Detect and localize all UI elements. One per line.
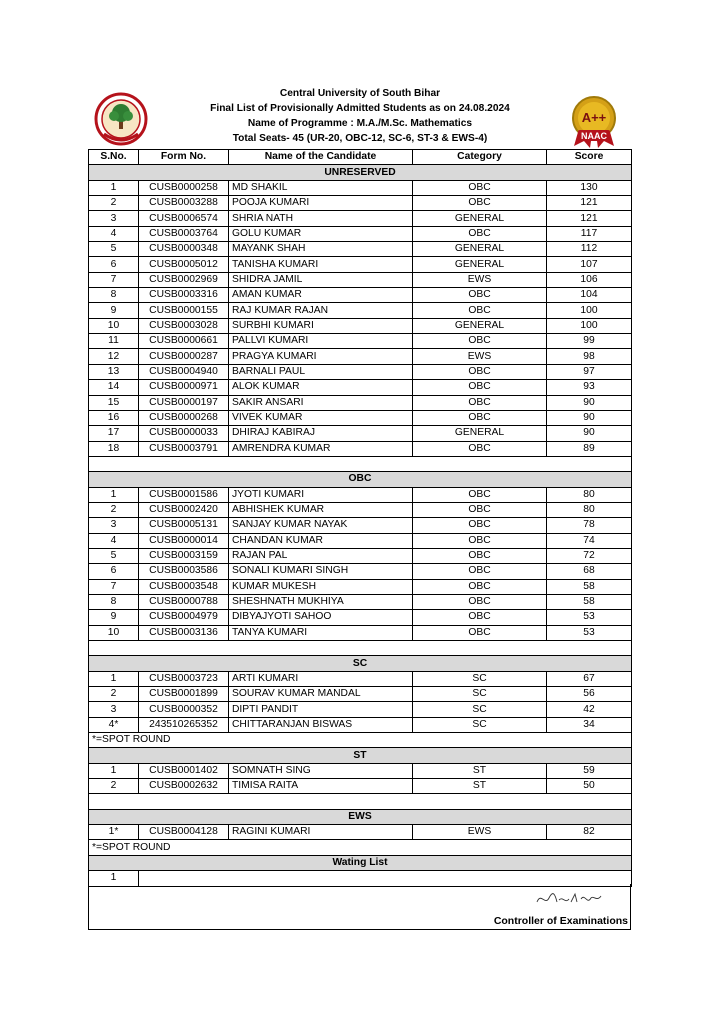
sno-cell: 2 — [89, 196, 139, 211]
category-cell: OBC — [413, 579, 547, 594]
form-no-cell: CUSB0000197 — [139, 395, 229, 410]
category-cell: OBC — [413, 395, 547, 410]
score-cell: 53 — [547, 625, 632, 640]
table-row — [89, 779, 632, 794]
form-no-cell: 243510265352 — [139, 717, 229, 732]
form-no-cell: CUSB0000258 — [139, 180, 229, 195]
sno-cell: 12 — [89, 349, 139, 364]
signature-box — [88, 884, 631, 930]
category-cell: EWS — [413, 825, 547, 840]
blank-cell — [89, 456, 632, 471]
form-no-cell: CUSB0006574 — [139, 211, 229, 226]
sno-cell: 5 — [89, 242, 139, 257]
sno-cell: 8 — [89, 594, 139, 609]
score-cell: 100 — [547, 318, 632, 333]
controller-of-examinations: Controller of Examinations — [493, 915, 628, 927]
score-cell: 93 — [547, 380, 632, 395]
form-no-cell: CUSB0000661 — [139, 334, 229, 349]
category-cell: OBC — [413, 533, 547, 548]
score-cell: 107 — [547, 257, 632, 272]
sno-cell: 1 — [89, 763, 139, 778]
table-row — [89, 702, 632, 717]
table-row — [89, 502, 632, 517]
sno-cell: 16 — [89, 410, 139, 425]
sno-cell: 1 — [89, 180, 139, 195]
candidate-name-cell: DIPTI PANDIT — [229, 702, 413, 717]
table-row — [89, 395, 632, 410]
table-row — [89, 196, 632, 211]
category-cell: SC — [413, 717, 547, 732]
header-title-block — [168, 86, 552, 146]
score-cell: 130 — [547, 180, 632, 195]
university-seal-logo — [94, 90, 148, 150]
category-cell: OBC — [413, 410, 547, 425]
total-seats: Total Seats- 45 (UR-20, OBC-12, SC-6, ST-3 & EWS-4) — [232, 133, 488, 144]
score-cell: 53 — [547, 610, 632, 625]
candidate-name-cell: SHESHNATH MUKHIYA — [229, 594, 413, 609]
sno-cell: 6 — [89, 257, 139, 272]
table-row — [89, 318, 632, 333]
candidate-name-cell: POOJA KUMARI — [229, 196, 413, 211]
spot-round-note-row — [89, 733, 632, 748]
col-candidate-name-header: Name of the Candidate — [229, 150, 413, 165]
candidate-name-cell: BARNALI PAUL — [229, 364, 413, 379]
candidate-name-cell: ABHISHEK KUMAR — [229, 502, 413, 517]
table-row — [89, 380, 632, 395]
table-row — [89, 272, 632, 287]
form-no-cell: CUSB0003791 — [139, 441, 229, 456]
table-row — [89, 349, 632, 364]
sno-cell: 4 — [89, 533, 139, 548]
table-row — [89, 180, 632, 195]
score-cell: 80 — [547, 502, 632, 517]
section-title: OBC — [89, 472, 632, 487]
sno-cell: 1 — [89, 871, 139, 886]
form-no-cell: CUSB0003316 — [139, 288, 229, 303]
category-cell: OBC — [413, 610, 547, 625]
section-title: EWS — [89, 809, 632, 824]
category-cell: OBC — [413, 564, 547, 579]
blank-cell — [89, 794, 632, 809]
table-row — [89, 410, 632, 425]
sno-cell: 2 — [89, 687, 139, 702]
section-header-row — [89, 165, 632, 180]
score-cell: 112 — [547, 242, 632, 257]
table-row — [89, 226, 632, 241]
form-no-cell: CUSB0001586 — [139, 487, 229, 502]
category-cell: OBC — [413, 548, 547, 563]
candidate-name-cell: SHRIA NATH — [229, 211, 413, 226]
sno-cell: 10 — [89, 625, 139, 640]
spot-round-note: *=SPOT ROUND — [89, 733, 632, 748]
form-no-cell: CUSB0002969 — [139, 272, 229, 287]
naac-badge-logo — [566, 94, 622, 150]
candidate-name-cell: MAYANK SHAH — [229, 242, 413, 257]
col-category-header: Category — [413, 150, 547, 165]
category-cell: SC — [413, 687, 547, 702]
score-cell: 58 — [547, 594, 632, 609]
score-cell: 89 — [547, 441, 632, 456]
category-cell: GENERAL — [413, 318, 547, 333]
sno-cell: 3 — [89, 518, 139, 533]
candidate-name-cell: CHITTARANJAN BISWAS — [229, 717, 413, 732]
table-row — [89, 610, 632, 625]
score-cell: 78 — [547, 518, 632, 533]
score-cell: 67 — [547, 671, 632, 686]
score-cell: 90 — [547, 426, 632, 441]
candidate-name-cell: PRAGYA KUMARI — [229, 349, 413, 364]
form-no-cell: CUSB0001402 — [139, 763, 229, 778]
category-cell: GENERAL — [413, 426, 547, 441]
score-cell: 72 — [547, 548, 632, 563]
form-no-cell: CUSB0000033 — [139, 426, 229, 441]
candidate-name-cell: JYOTI KUMARI — [229, 487, 413, 502]
candidate-name-cell: RAGINI KUMARI — [229, 825, 413, 840]
table-row — [89, 625, 632, 640]
spot-round-note-row — [89, 840, 632, 855]
form-no-cell: CUSB0000268 — [139, 410, 229, 425]
table-row — [89, 426, 632, 441]
score-cell: 68 — [547, 564, 632, 579]
candidate-name-cell: GOLU KUMAR — [229, 226, 413, 241]
category-cell: OBC — [413, 364, 547, 379]
score-cell: 121 — [547, 211, 632, 226]
score-cell: 59 — [547, 763, 632, 778]
blank-cell — [89, 641, 632, 656]
sno-cell: 4 — [89, 226, 139, 241]
table-row — [89, 288, 632, 303]
candidate-name-cell: PALLVI KUMARI — [229, 334, 413, 349]
form-no-cell: CUSB0000287 — [139, 349, 229, 364]
score-cell: 42 — [547, 702, 632, 717]
candidate-name-cell: TANYA KUMARI — [229, 625, 413, 640]
candidate-name-cell: SURBHI KUMARI — [229, 318, 413, 333]
candidate-name-cell: KUMAR MUKESH — [229, 579, 413, 594]
table-row — [89, 579, 632, 594]
candidate-name-cell: DHIRAJ KABIRAJ — [229, 426, 413, 441]
table-row — [89, 763, 632, 778]
table-row — [89, 825, 632, 840]
blank-row — [89, 456, 632, 471]
candidate-name-cell: VIVEK KUMAR — [229, 410, 413, 425]
table-row — [89, 334, 632, 349]
sno-cell: 17 — [89, 426, 139, 441]
university-name: Central University of South Bihar — [279, 88, 441, 99]
score-cell: 121 — [547, 196, 632, 211]
section-header-row — [89, 748, 632, 763]
score-cell: 100 — [547, 303, 632, 318]
category-cell: GENERAL — [413, 211, 547, 226]
category-cell: OBC — [413, 441, 547, 456]
table-row — [89, 364, 632, 379]
category-cell: ST — [413, 779, 547, 794]
programme-name: Name of Programme : M.A./M.Sc. Mathematics — [247, 118, 473, 129]
category-cell: EWS — [413, 272, 547, 287]
section-header-row — [89, 656, 632, 671]
candidate-name-cell: RAJ KUMAR RAJAN — [229, 303, 413, 318]
category-cell: OBC — [413, 288, 547, 303]
candidate-name-cell: TANISHA KUMARI — [229, 257, 413, 272]
section-title: ST — [89, 748, 632, 763]
sno-cell: 2 — [89, 502, 139, 517]
waiting-list-title: Wating List — [89, 855, 632, 870]
form-no-cell: CUSB0002420 — [139, 502, 229, 517]
form-no-cell: CUSB0003723 — [139, 671, 229, 686]
table-row — [89, 303, 632, 318]
naac-grade-text: A++ — [581, 110, 607, 125]
table-row — [89, 242, 632, 257]
sno-cell: 8 — [89, 288, 139, 303]
blank-row — [89, 794, 632, 809]
sno-cell: 1 — [89, 671, 139, 686]
form-no-cell: CUSB0000352 — [139, 702, 229, 717]
document-header — [88, 86, 632, 150]
sno-cell: 1* — [89, 825, 139, 840]
sno-cell: 15 — [89, 395, 139, 410]
section-title: SC — [89, 656, 632, 671]
form-no-cell: CUSB0001899 — [139, 687, 229, 702]
score-cell: 90 — [547, 410, 632, 425]
table-body — [89, 165, 632, 886]
category-cell: OBC — [413, 625, 547, 640]
sno-cell: 4* — [89, 717, 139, 732]
form-no-cell: CUSB0003159 — [139, 548, 229, 563]
list-title: Final List of Provisionally Admitted Students as on 24.08.2024 — [210, 103, 510, 114]
form-no-cell: CUSB0000014 — [139, 533, 229, 548]
form-no-cell: CUSB0003764 — [139, 226, 229, 241]
form-no-cell: CUSB0004940 — [139, 364, 229, 379]
score-cell: 106 — [547, 272, 632, 287]
naac-label-text: NAAC — [581, 131, 607, 141]
category-cell: OBC — [413, 502, 547, 517]
category-cell: OBC — [413, 303, 547, 318]
form-no-cell: CUSB0000971 — [139, 380, 229, 395]
category-cell: OBC — [413, 180, 547, 195]
form-no-cell: CUSB0004979 — [139, 610, 229, 625]
sno-cell: 10 — [89, 318, 139, 333]
candidate-name-cell: SONALI KUMARI SINGH — [229, 564, 413, 579]
form-no-cell: CUSB0005012 — [139, 257, 229, 272]
sno-cell: 5 — [89, 548, 139, 563]
sno-cell: 14 — [89, 380, 139, 395]
candidate-name-cell: SOURAV KUMAR MANDAL — [229, 687, 413, 702]
score-cell: 99 — [547, 334, 632, 349]
table-row — [89, 671, 632, 686]
controller-signature — [535, 890, 605, 908]
candidate-name-cell: RAJAN PAL — [229, 548, 413, 563]
sno-cell: 7 — [89, 579, 139, 594]
score-cell: 117 — [547, 226, 632, 241]
form-no-cell: CUSB0005131 — [139, 518, 229, 533]
waiting-list-header-row — [89, 855, 632, 870]
category-cell: GENERAL — [413, 257, 547, 272]
table-row — [89, 211, 632, 226]
category-cell: OBC — [413, 518, 547, 533]
candidate-name-cell: AMRENDRA KUMAR — [229, 441, 413, 456]
score-cell: 98 — [547, 349, 632, 364]
sno-cell: 9 — [89, 610, 139, 625]
score-cell: 74 — [547, 533, 632, 548]
form-no-cell: CUSB0004128 — [139, 825, 229, 840]
sno-cell: 13 — [89, 364, 139, 379]
col-sno-header: S.No. — [89, 150, 139, 165]
candidate-name-cell: ARTI KUMARI — [229, 671, 413, 686]
candidate-name-cell: ALOK KUMAR — [229, 380, 413, 395]
sno-cell: 7 — [89, 272, 139, 287]
form-no-cell: CUSB0003136 — [139, 625, 229, 640]
form-no-cell: CUSB0003288 — [139, 196, 229, 211]
form-no-cell: CUSB0000155 — [139, 303, 229, 318]
sno-cell: 11 — [89, 334, 139, 349]
category-cell: OBC — [413, 380, 547, 395]
score-cell: 104 — [547, 288, 632, 303]
sno-cell: 3 — [89, 702, 139, 717]
category-cell: EWS — [413, 349, 547, 364]
sno-cell: 3 — [89, 211, 139, 226]
category-cell: OBC — [413, 226, 547, 241]
col-form-no-header: Form No. — [139, 150, 229, 165]
score-cell: 56 — [547, 687, 632, 702]
category-cell: SC — [413, 671, 547, 686]
spot-round-note: *=SPOT ROUND — [89, 840, 632, 855]
form-no-cell: CUSB0003028 — [139, 318, 229, 333]
table-row — [89, 594, 632, 609]
candidate-name-cell: CHANDAN KUMAR — [229, 533, 413, 548]
table-row — [89, 487, 632, 502]
candidate-name-cell: SAKIR ANSARI — [229, 395, 413, 410]
form-no-cell: CUSB0002632 — [139, 779, 229, 794]
candidate-name-cell: SANJAY KUMAR NAYAK — [229, 518, 413, 533]
score-cell: 58 — [547, 579, 632, 594]
candidate-name-cell: DIBYAJYOTI SAHOO — [229, 610, 413, 625]
sno-cell: 18 — [89, 441, 139, 456]
candidate-name-cell: TIMISA RAITA — [229, 779, 413, 794]
category-cell: OBC — [413, 196, 547, 211]
sno-cell: 1 — [89, 487, 139, 502]
candidate-name-cell: SHIDRA JAMIL — [229, 272, 413, 287]
sno-cell: 6 — [89, 564, 139, 579]
table-row — [89, 564, 632, 579]
blank-row — [89, 641, 632, 656]
table-row — [89, 548, 632, 563]
category-cell: OBC — [413, 594, 547, 609]
table-row — [89, 687, 632, 702]
score-cell: 80 — [547, 487, 632, 502]
category-cell: ST — [413, 763, 547, 778]
section-header-row — [89, 472, 632, 487]
candidate-name-cell: SOMNATH SING — [229, 763, 413, 778]
table-header-row — [89, 150, 632, 165]
sno-cell: 9 — [89, 303, 139, 318]
score-cell: 97 — [547, 364, 632, 379]
form-no-cell: CUSB0000348 — [139, 242, 229, 257]
category-cell: OBC — [413, 334, 547, 349]
score-cell: 82 — [547, 825, 632, 840]
table-row — [89, 717, 632, 732]
score-cell: 34 — [547, 717, 632, 732]
candidate-name-cell: AMAN KUMAR — [229, 288, 413, 303]
score-cell: 50 — [547, 779, 632, 794]
score-cell: 90 — [547, 395, 632, 410]
col-score-header: Score — [547, 150, 632, 165]
category-cell: OBC — [413, 487, 547, 502]
category-cell: SC — [413, 702, 547, 717]
table-row — [89, 533, 632, 548]
category-cell: GENERAL — [413, 242, 547, 257]
table-row — [89, 441, 632, 456]
table-row — [89, 257, 632, 272]
form-no-cell: CUSB0000788 — [139, 594, 229, 609]
section-title: UNRESERVED — [89, 165, 632, 180]
sno-cell: 2 — [89, 779, 139, 794]
admission-list-table — [88, 149, 632, 887]
form-no-cell: CUSB0003586 — [139, 564, 229, 579]
form-no-cell: CUSB0003548 — [139, 579, 229, 594]
table-row — [89, 518, 632, 533]
candidate-name-cell: MD SHAKIL — [229, 180, 413, 195]
section-header-row — [89, 809, 632, 824]
